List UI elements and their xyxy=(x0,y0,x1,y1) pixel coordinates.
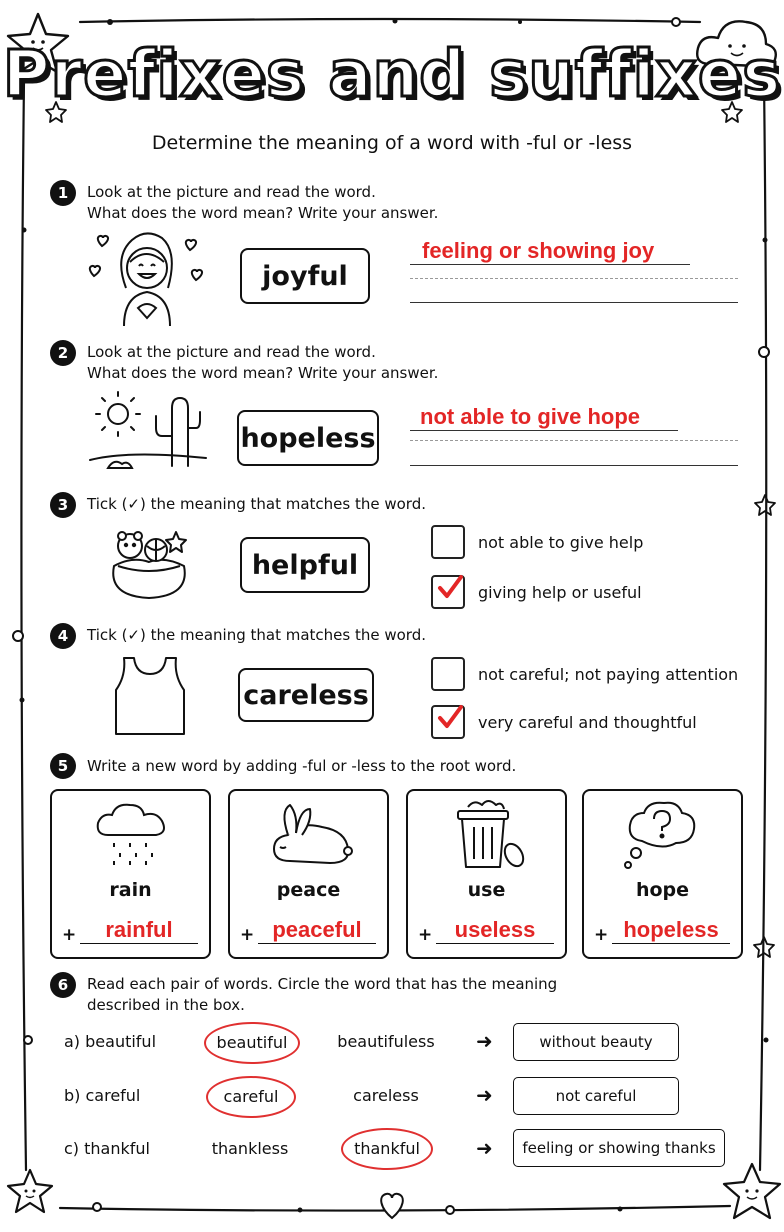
q6-row-b-meaning: not careful xyxy=(513,1077,679,1115)
q6-row-a-choice-1[interactable]: beautiful xyxy=(204,1022,300,1064)
q6-row-c-choice-1[interactable]: thankless xyxy=(211,1139,289,1158)
desert-cactus-icon xyxy=(88,388,208,474)
q5-instruction: Write a new word by adding -ful or -less to the root word. xyxy=(87,757,517,775)
q3-option-1-checkbox[interactable] xyxy=(431,525,465,559)
q4-option-2-checkbox[interactable] xyxy=(431,705,465,739)
q1-extra-line[interactable] xyxy=(410,302,738,303)
q6-row-c-label: c) thankful xyxy=(64,1139,150,1158)
star-bottom-right-icon xyxy=(724,1164,780,1218)
trash-can-icon xyxy=(448,797,528,873)
q3-option-1-label: not able to give help xyxy=(478,533,644,552)
q2-answer-line xyxy=(410,430,678,431)
tank-top-icon xyxy=(110,654,190,738)
card-root-word: hope xyxy=(635,879,690,901)
q3-instruction: Tick (✓) the meaning that matches the word. xyxy=(87,495,427,513)
card-root-word: use xyxy=(467,879,506,901)
star-bottom-left-icon xyxy=(8,1170,52,1212)
q4-word-box: careless xyxy=(238,668,374,722)
q1-word-box: joyful xyxy=(240,248,370,304)
q4-option-2-label: very careful and thoughtful xyxy=(478,713,697,732)
word-card-peace xyxy=(228,789,389,959)
q3-word-box: helpful xyxy=(240,537,370,593)
word-card-rain xyxy=(50,789,211,959)
card-answer-line xyxy=(258,943,376,944)
rabbit-icon xyxy=(260,801,360,871)
q1-answer[interactable]: feeling or showing joy xyxy=(422,238,655,263)
heart-bottom-icon xyxy=(381,1194,403,1218)
question-number-5: 5 xyxy=(50,753,76,779)
q6-row-c-choice-2[interactable]: thankful xyxy=(341,1128,433,1170)
q4-option-1-checkbox[interactable] xyxy=(431,657,465,691)
q2-guide-line xyxy=(410,440,738,441)
page-subtitle: Determine the meaning of a word with -ful or -less xyxy=(151,132,633,154)
card-answer-line xyxy=(436,943,554,944)
word-card-hope xyxy=(582,789,743,959)
arrow-right-icon: ➜ xyxy=(476,1029,493,1053)
q2-instruction xyxy=(87,342,438,384)
q6-row-b-choice-1[interactable]: careful xyxy=(206,1076,296,1118)
q6-instruction-line1: Read each pair of words. Circle the word that has the meaning xyxy=(87,975,558,993)
plus-sign: + xyxy=(418,925,433,945)
question-number-4: 4 xyxy=(50,623,76,649)
question-number-2: 2 xyxy=(50,340,76,366)
q2-instruction-line2: What does the word mean? Write your answer. xyxy=(87,364,439,382)
card-answer[interactable]: rainful xyxy=(105,917,173,942)
checkmark-icon xyxy=(435,573,465,603)
checkmark-icon xyxy=(435,703,465,733)
q1-answer-line xyxy=(410,264,690,265)
q6-row-c-meaning: feeling or showing thanks xyxy=(513,1129,725,1167)
question-number-3: 3 xyxy=(50,492,76,518)
q1-instruction xyxy=(87,182,438,224)
card-answer-line xyxy=(80,943,198,944)
card-root-word: peace xyxy=(276,879,341,901)
q6-row-b-label: b) careful xyxy=(64,1086,141,1105)
card-answer-line xyxy=(612,943,730,944)
word-card-use xyxy=(406,789,567,959)
q6-row-b-choice-2[interactable]: careless xyxy=(353,1086,419,1105)
thought-bubble-icon xyxy=(622,797,702,873)
arrow-right-icon: ➜ xyxy=(476,1083,493,1107)
q1-instruction-line2: What does the word mean? Write your answer. xyxy=(87,204,439,222)
question-number-6: 6 xyxy=(50,972,76,998)
q2-word-box: hopeless xyxy=(237,410,379,466)
page-title: Prefixes and suffixes xyxy=(2,38,782,112)
card-answer[interactable]: hopeless xyxy=(623,917,719,942)
q6-row-a-meaning: without beauty xyxy=(513,1023,679,1061)
plus-sign: + xyxy=(62,925,77,945)
card-answer[interactable]: useless xyxy=(454,917,536,942)
rain-cloud-icon xyxy=(94,799,170,869)
plus-sign: + xyxy=(240,925,255,945)
q6-row-a-label: a) beautiful xyxy=(64,1032,157,1051)
card-root-word: rain xyxy=(109,879,152,901)
plus-sign: + xyxy=(594,925,609,945)
q1-guide-line xyxy=(410,278,738,279)
card-answer[interactable]: peaceful xyxy=(272,917,362,942)
arrow-right-icon: ➜ xyxy=(476,1136,493,1160)
q3-option-2-checkbox[interactable] xyxy=(431,575,465,609)
q2-instruction-line1: Look at the picture and read the word. xyxy=(87,343,376,361)
question-number-1: 1 xyxy=(50,180,76,206)
q2-answer[interactable]: not able to give hope xyxy=(420,404,641,429)
q2-extra-line[interactable] xyxy=(410,465,738,466)
q4-instruction: Tick (✓) the meaning that matches the word. xyxy=(87,626,427,644)
q6-instruction-line2: described in the box. xyxy=(87,996,245,1014)
q3-option-2-label: giving help or useful xyxy=(478,583,642,602)
q4-option-1-label: not careful; not paying attention xyxy=(478,665,739,684)
toy-sack-icon xyxy=(104,526,194,600)
happy-girl-icon xyxy=(86,226,206,328)
q6-instruction xyxy=(87,974,557,1016)
q6-row-a-choice-2[interactable]: beautifuless xyxy=(337,1032,435,1051)
q1-instruction-line1: Look at the picture and read the word. xyxy=(87,183,376,201)
